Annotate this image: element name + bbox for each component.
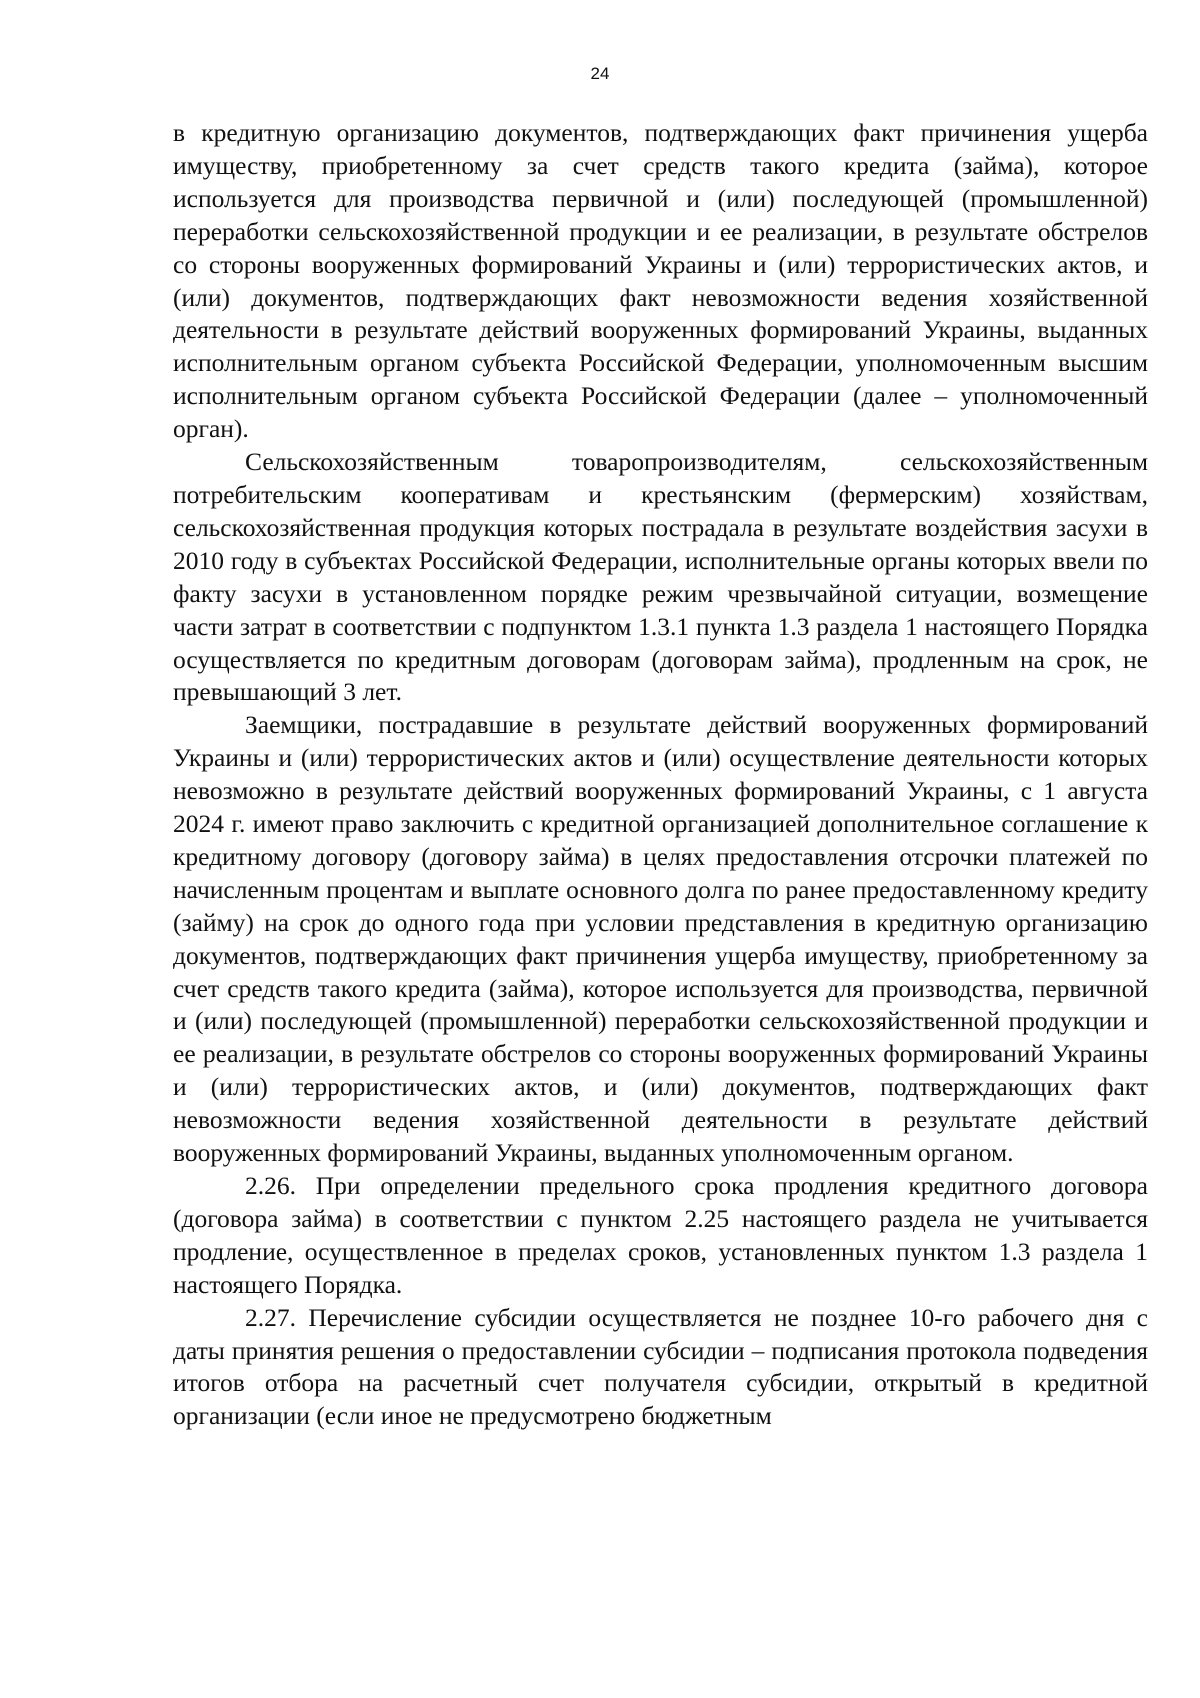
page-number: 24 [590,64,610,83]
paragraph-drought-producers: Сельскохозяйственным товаропроизводителям, сельскохозяйственным потребительским кооперативам и крестьянским (фермерским) хозяйствам, сельскохозяйственная продукция которых пострадала в результате воздействия засухи в 2010 году в субъектах Российской Федерации, исполнительные органы которых ввели по факту засухи в установленном порядке режим чрезвычайной ситуации, возмещение части затрат в соответствии с подпунктом 1.3.1 пункта 1.3 раздела 1 настоящего Порядка осуществляется по кредитным договорам (договорам займа), продленным на срок, не превышающий 3 лет. [173,447,1148,707]
paragraph-clause-2-27: 2.27. Перечисление субсидии осуществляется не позднее 10-го рабочего дня с даты принятия решения о предоставлении субсидии – подписания протокола подведения итогов отбора на расчетный счет получателя субсидии, открытый в кредитной организации (если иное не предусмотрено бюджетным [173,1302,1148,1431]
paragraph-clause-2-26: 2.26. При определении предельного срока продления кредитного договора (договора займа) в соответствии с пунктом 2.25 настоящего раздела не учитывается продление, осуществленное в пределах сроков, установленных пунктом 1.3 раздела 1 настоящего Порядка. [173,1171,1148,1299]
paragraph-borrowers-deferral: Заемщики, пострадавшие в результате действий вооруженных формирований Украины и (или) террористических актов и (или) осуществление деятельности которых невозможно в результате действий вооруженных формирований Украины, с 1 августа 2024 г. имеют право заключить с кредитной организацией дополнительное соглашение к кредитному договору (договору займа) в целях предоставления отсрочки платежей по начисленным процентам и выплате основного долга по ранее предоставленному кредиту (займу) на срок до одного года при условии представления в кредитную организацию документов, подтверждающих факт причинения ущерба имуществу, приобретенному за счет средств такого кредита (займа), которое используется для производства, первичной и (или) последующей (промышленной) переработки сельскохозяйственной продукции и ее реализации, в результате обстрелов со стороны вооруженных формирований Украины и (или) террористических актов, и (или) документов, подтверждающих факт невозможности ведения хозяйственной деятельности в результате действий вооруженных формирований Украины, выданных уполномоченным органом. [173,710,1148,1168]
paragraph-continuation: в кредитную организацию документов, подтверждающих факт причинения ущерба имуществу, приобретенному за счет средств такого кредита (займа), которое используется для производства первичной и (или) последующей (промышленной) переработки сельскохозяйственной продукции и ее реализации, в результате обстрелов со стороны вооруженных формирований Украины и (или) террористических актов, и (или) документов, подтверждающих факт невозможности ведения хозяйственной деятельности в результате действий вооруженных формирований Украины, выданных исполнительным органом субъекта Российской Федерации, уполномоченным высшим исполнительным органом субъекта Российской Федерации (далее – уполномоченный орган). [173,118,1148,444]
document-body [173,117,1148,1433]
